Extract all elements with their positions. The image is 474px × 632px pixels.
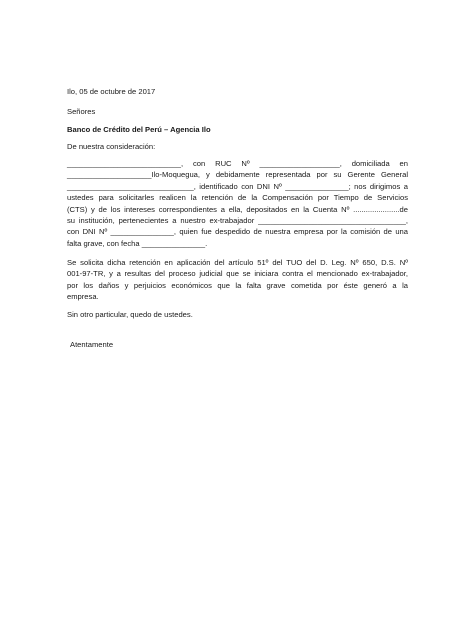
body-line: ____________________Ilo-Moquegua, y debidamente representada por su Gerente General [67,170,408,180]
greeting: De nuestra consideración: [67,142,156,151]
salutation: Señores [67,107,96,116]
body-line: empresa. [67,292,99,302]
closing-remark: Sin otro particular, quedo de ustedes. [67,310,193,319]
recipient: Banco de Crédito del Perú – Agencia Ilo [67,125,211,134]
body-paragraph-legal-basis [67,257,408,303]
body-line: con DNI Nº _______________, quien fue despedido de nuestra empresa por la comisión de una [67,227,408,237]
body-paragraph-request [67,158,408,249]
body-line: falta grave, con fecha _______________. [67,238,208,248]
body-line: ______________________________, identificado con DNI Nº _______________; nos dirigimos a [67,181,408,191]
body-line: su institución, pertenecientes a nuestro ex-trabajador ___________________________________, [67,216,408,226]
sign-off: Atentamente [70,340,114,349]
body-line: (CTS) y de los intereses correspondientes a ella, depositados en la Cuenta Nº ......................de [67,204,408,214]
body-line: 001-97-TR, y a resultas del proceso judicial que se iniciara contra el mencionado ex-trabajador, [67,269,408,279]
body-line: por los daños y perjuicios económicos que la falta grave cometida por éste generó a la [67,280,408,290]
body-line: Se solicita dicha retención en aplicación del artículo 51º del TUO del D. Leg. Nº 650, D.S. Nº [67,258,408,267]
place-date: Ilo, 05 de octubre de 2017 [67,87,156,96]
body-line: ustedes para solicitarles realicen la retención de la Compensación por Tiempo de Servicios [67,193,408,203]
body-line: ___________________________, con RUC Nº ___________________, domiciliada en [67,159,408,168]
